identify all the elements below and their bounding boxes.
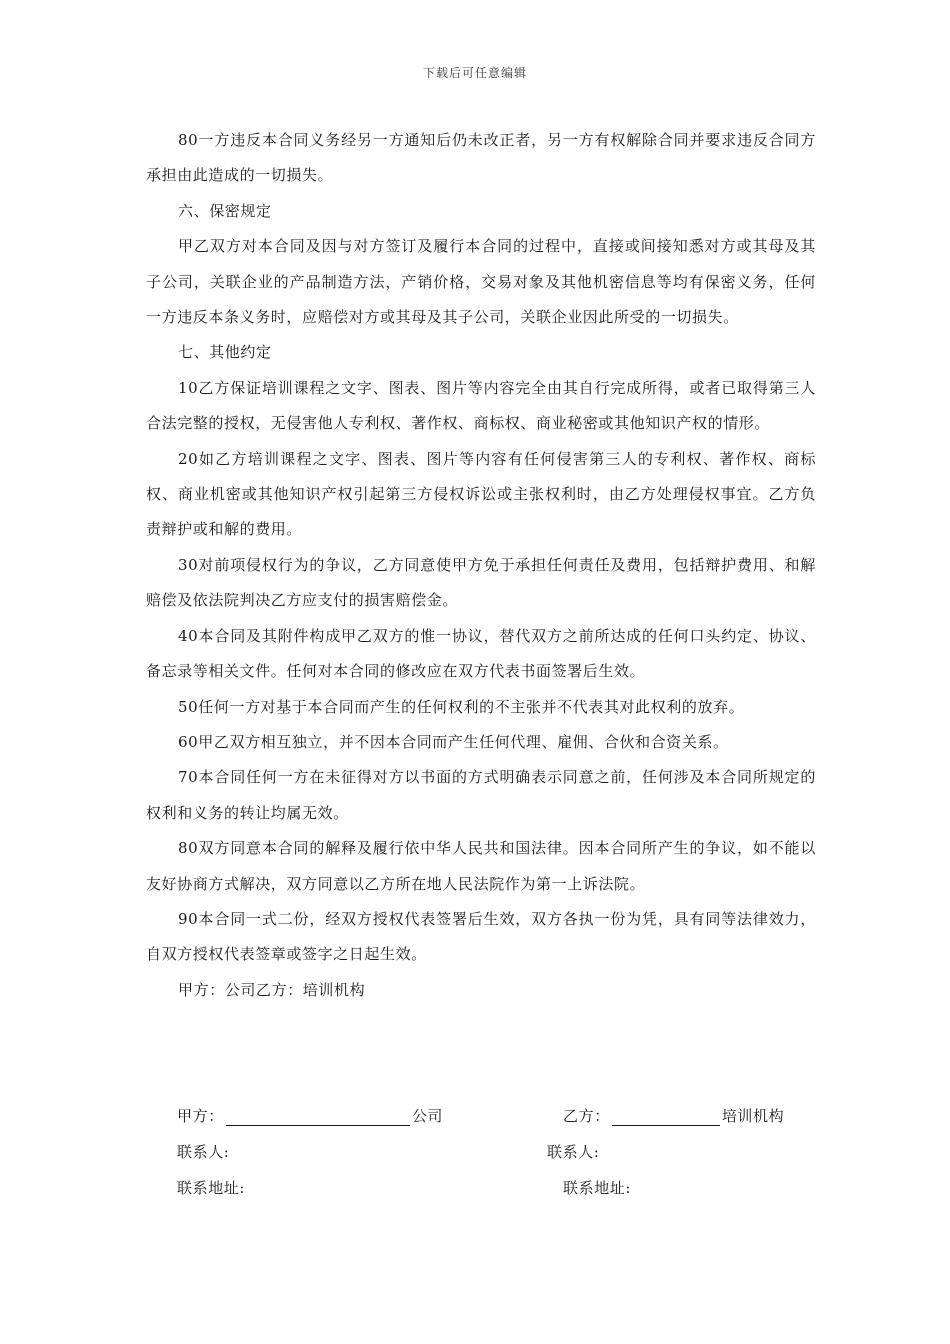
- document-body: [146, 123, 816, 1008]
- signature-row-parties: [0, 1105, 950, 1139]
- paragraph-termination: 80一方违反本合同义务经另一方通知后仍未改正者，另一方有权解除合同并要求违反合同方承担由此造成的一切损失。: [146, 131, 816, 185]
- section-heading-other: 七、其他约定: [178, 343, 272, 362]
- party-a-label: 甲方：: [177, 1107, 224, 1125]
- clause-5: 50任何一方对基于本合同而产生的任何权利的不主张并不代表其对此权利的放弃。: [178, 697, 745, 716]
- parties-line: 甲方：公司乙方：培训机构: [178, 980, 366, 999]
- paragraph-confidentiality: 甲乙双方对本合同及因与对方签订及履行本合同的过程中，直接或间接知悉对方或其母及其子公司，关联企业的产品制造方法，产销价格，交易对象及其他机密信息等均有保密义务，任何一方违反本条义务时，应赔偿对方或其母及其子公司，关联企业因此所受的一切损失。: [146, 237, 816, 327]
- party-b-blank[interactable]: [612, 1107, 720, 1126]
- clause-9: 90本合同一式二份，经双方授权代表签署后生效，双方各执一份为凭，具有同等法律效力，自双方授权代表签章或签字之日起生效。: [146, 909, 816, 964]
- party-a-blank[interactable]: [226, 1107, 410, 1126]
- clause-8: 80双方同意本合同的解释及履行依中华人民共和国法律。因本合同所产生的争议，如不能以友好协商方式解决，双方同意以乙方所在地人民法院作为第一上诉法院。: [146, 839, 816, 893]
- party-b-signature: [563, 1105, 784, 1126]
- clause-7: 70本合同任何一方在未征得对方以书面的方式明确表示同意之前，任何涉及本合同所规定的权利和义务的转让均属无效。: [146, 768, 816, 822]
- party-b-label: 乙方：: [563, 1107, 610, 1125]
- address-b: 联系地址:: [563, 1179, 632, 1197]
- section-heading-confidentiality: 六、保密规定: [178, 201, 272, 220]
- signature-row-contact: [0, 1141, 950, 1175]
- clause-6: 60甲乙双方相互独立，并不因本合同而产生任何代理、雇佣、合伙和合资关系。: [178, 732, 729, 751]
- clause-4: 40本合同及其附件构成甲乙双方的惟一协议，替代双方之前所达成的任何口头约定、协议、备忘录等相关文件。任何对本合同的修改应在双方代表书面签署后生效。: [146, 626, 816, 681]
- address-a: 联系地址:: [177, 1179, 246, 1197]
- page-header: 下载后可任意编辑: [422, 66, 527, 80]
- party-a-suffix: 公司: [411, 1107, 444, 1125]
- contact-a: 联系人:: [177, 1143, 230, 1161]
- signature-row-address: [0, 1177, 950, 1211]
- contact-b: 联系人:: [547, 1143, 600, 1161]
- party-a-signature: [177, 1105, 443, 1126]
- clause-2: 20如乙方培训课程之文字、图表、图片等内容有任何侵害第三人的专利权、著作权、商标权、商业机密或其他知识产权引起第三方侵权诉讼或主张权利时，由乙方处理侵权事宜。乙方负责辩护或和解的费用。: [146, 449, 816, 539]
- clause-3: 30对前项侵权行为的争议，乙方同意使甲方免于承担任何责任及费用，包括辩护费用、和解赔偿及依法院判决乙方应支付的损害赔偿金。: [146, 555, 816, 610]
- clause-1: 10乙方保证培训课程之文字、图表、图片等内容完全由其自行完成所得，或者已取得第三人合法完整的授权，无侵害他人专利权、著作权、商标权、商业秘密或其他知识产权的情形。: [146, 378, 816, 433]
- party-b-suffix: 培训机构: [721, 1107, 785, 1125]
